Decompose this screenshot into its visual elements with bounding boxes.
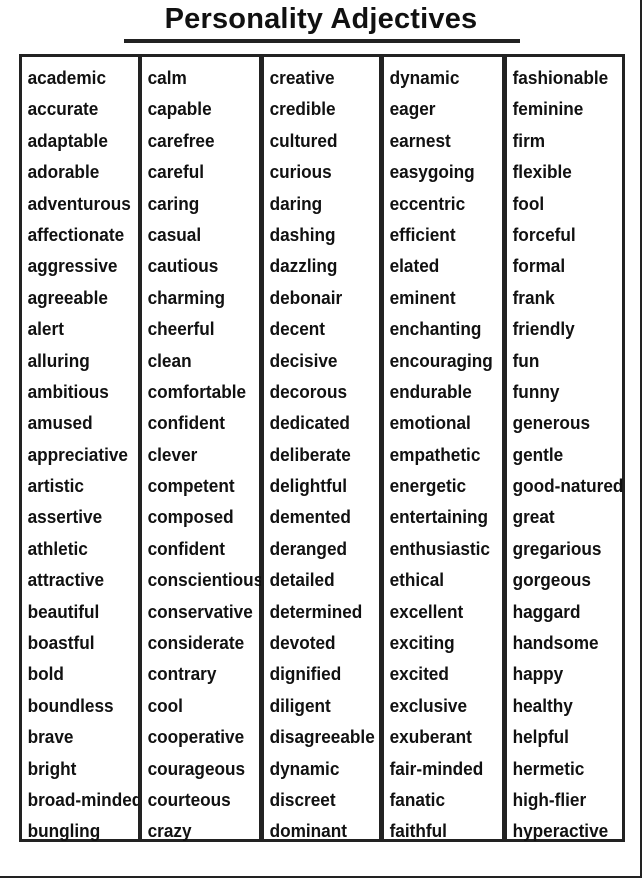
adjective-item: forceful [512, 223, 576, 245]
adjective-item: appreciative [27, 443, 129, 465]
adjective-item: carefree [147, 129, 215, 151]
adjective-item: alluring [27, 349, 90, 371]
adjective-item: courteous [147, 788, 231, 810]
adjective-column-2 [139, 54, 262, 842]
adjective-item: comfortable [147, 380, 247, 402]
adjective-item: confident [147, 537, 226, 559]
adjective-item: adventurous [27, 192, 131, 214]
adjective-item: entertaining [389, 506, 489, 528]
adjective-item: excited [389, 663, 449, 685]
adjective-item: detailed [269, 569, 335, 591]
adjective-item: dynamic [389, 67, 460, 88]
adjective-item: agreeable [27, 286, 108, 308]
adjective-item: competent [147, 475, 235, 497]
adjective-item: attractive [27, 569, 105, 591]
adjective-item: firm [512, 129, 546, 151]
adjective-item: formal [512, 255, 566, 277]
adjective-item: delightful [269, 475, 347, 497]
adjective-item: credible [269, 98, 336, 120]
adjective-item: cautious [147, 255, 219, 277]
adjective-item: diligent [269, 694, 331, 716]
adjective-item: alert [27, 318, 64, 340]
adjective-item: enchanting [389, 318, 482, 340]
adjective-item: fool [512, 192, 545, 214]
adjective-item: dedicated [269, 412, 350, 434]
adjective-item: decisive [269, 349, 338, 371]
adjective-item: eccentric [389, 192, 466, 214]
adjective-item: boundless [27, 694, 114, 716]
adjective-item: affectionate [27, 223, 125, 245]
adjective-item: easygoing [389, 161, 475, 183]
adjective-item: discreet [269, 788, 336, 810]
page-title: Personality Adjectives [164, 3, 478, 35]
adjective-item: dazzling [269, 255, 338, 277]
adjective-item: healthy [512, 694, 573, 716]
adjective-item: fashionable [512, 67, 609, 88]
adjective-item: cheerful [147, 318, 215, 340]
adjective-item: encouraging [389, 349, 493, 371]
adjective-item: enthusiastic [389, 537, 490, 559]
adjective-item: fair-minded [389, 757, 484, 779]
adjective-item: energetic [389, 475, 467, 497]
adjective-item: athletic [27, 537, 88, 559]
adjective-item: dynamic [269, 757, 340, 779]
adjective-item: gregarious [512, 537, 602, 559]
adjective-item: frank [512, 286, 555, 308]
adjective-item: exciting [389, 632, 455, 654]
adjective-item: careful [147, 161, 205, 183]
adjective-item: great [512, 506, 555, 528]
adjective-item: gentle [512, 443, 564, 465]
adjective-item: determined [269, 600, 363, 622]
adjective-item: confident [147, 412, 226, 434]
adjective-item: cool [147, 694, 183, 716]
adjective-item: generous [512, 412, 591, 434]
adjective-item: adorable [27, 161, 100, 183]
adjective-item: ethical [389, 569, 445, 591]
adjective-item: exuberant [389, 726, 472, 748]
adjective-item: decorous [269, 380, 348, 402]
adjective-item: bold [27, 663, 64, 685]
adjective-item: empathetic [389, 443, 481, 465]
adjective-item: feminine [512, 98, 584, 120]
adjective-item: clean [147, 349, 192, 371]
adjective-item: ambitious [27, 380, 109, 402]
adjective-item: happy [512, 663, 564, 685]
adjective-item: charming [147, 286, 226, 308]
adjective-item: efficient [389, 223, 456, 245]
adjective-item: considerate [147, 632, 245, 654]
adjective-item: accurate [27, 98, 99, 120]
adjective-item: broad-minded [27, 788, 143, 810]
adjective-item: flexible [512, 161, 572, 183]
adjective-item: excellent [389, 600, 464, 622]
adjective-item: bungling [27, 820, 101, 842]
adjective-item: adaptable [27, 129, 108, 151]
adjective-column-4 [381, 54, 505, 842]
adjective-item: funny [512, 380, 560, 402]
adjectives-table [19, 54, 625, 844]
adjective-item: haggard [512, 600, 581, 622]
adjective-item: disagreeable [269, 726, 375, 748]
adjective-item: dashing [269, 223, 336, 245]
adjective-item: artistic [27, 475, 85, 497]
adjective-item: assertive [27, 506, 103, 528]
adjective-item: fun [512, 349, 540, 371]
adjective-item: debonair [269, 286, 343, 308]
adjective-item: creative [269, 67, 335, 88]
adjective-item: academic [27, 67, 107, 88]
adjective-item: daring [269, 192, 323, 214]
adjective-item: decent [269, 318, 326, 340]
adjective-item: dominant [269, 820, 348, 842]
adjective-item: gorgeous [512, 569, 591, 591]
adjective-item: helpful [512, 726, 569, 748]
adjective-item: demented [269, 506, 351, 528]
adjective-item: caring [147, 192, 200, 214]
adjective-item: exclusive [389, 694, 468, 716]
adjective-item: crazy [147, 820, 192, 842]
adjective-item: composed [147, 506, 234, 528]
adjective-item: cultured [269, 129, 338, 151]
adjective-item: faithful [389, 820, 447, 842]
adjective-item: devoted [269, 632, 336, 654]
adjective-column-5 [504, 54, 625, 842]
adjective-item: deliberate [269, 443, 351, 465]
adjective-item: friendly [512, 318, 575, 340]
adjective-item: calm [147, 67, 187, 88]
adjective-item: conscientious [147, 569, 264, 591]
adjective-item: elated [389, 255, 440, 277]
adjective-item: beautiful [27, 600, 100, 622]
adjective-item: aggressive [27, 255, 118, 277]
adjective-item: clever [147, 443, 198, 465]
adjective-item: bright [27, 757, 77, 779]
adjective-item: eminent [389, 286, 456, 308]
title-underline [124, 39, 520, 43]
adjective-column-1 [19, 54, 141, 842]
adjective-item: good-natured [512, 475, 624, 497]
adjective-item: handsome [512, 632, 599, 654]
adjective-item: emotional [389, 412, 471, 434]
adjective-item: courageous [147, 757, 246, 779]
adjective-item: eager [389, 98, 436, 120]
adjective-item: boastful [27, 632, 95, 654]
adjective-item: dignified [269, 663, 342, 685]
adjective-item: earnest [389, 129, 451, 151]
adjective-item: capable [147, 98, 212, 120]
adjective-column-3 [261, 54, 382, 842]
adjective-item: contrary [147, 663, 217, 685]
adjective-item: casual [147, 223, 202, 245]
adjective-item: deranged [269, 537, 348, 559]
adjective-item: fanatic [389, 788, 446, 810]
adjective-item: high-flier [512, 788, 587, 810]
adjective-item: hermetic [512, 757, 585, 779]
adjective-item: hyperactive [512, 820, 609, 842]
adjective-item: amused [27, 412, 93, 434]
adjective-item: curious [269, 161, 332, 183]
adjective-item: conservative [147, 600, 253, 622]
adjective-item: brave [27, 726, 74, 748]
adjective-item: endurable [389, 380, 472, 402]
adjective-item: cooperative [147, 726, 245, 748]
